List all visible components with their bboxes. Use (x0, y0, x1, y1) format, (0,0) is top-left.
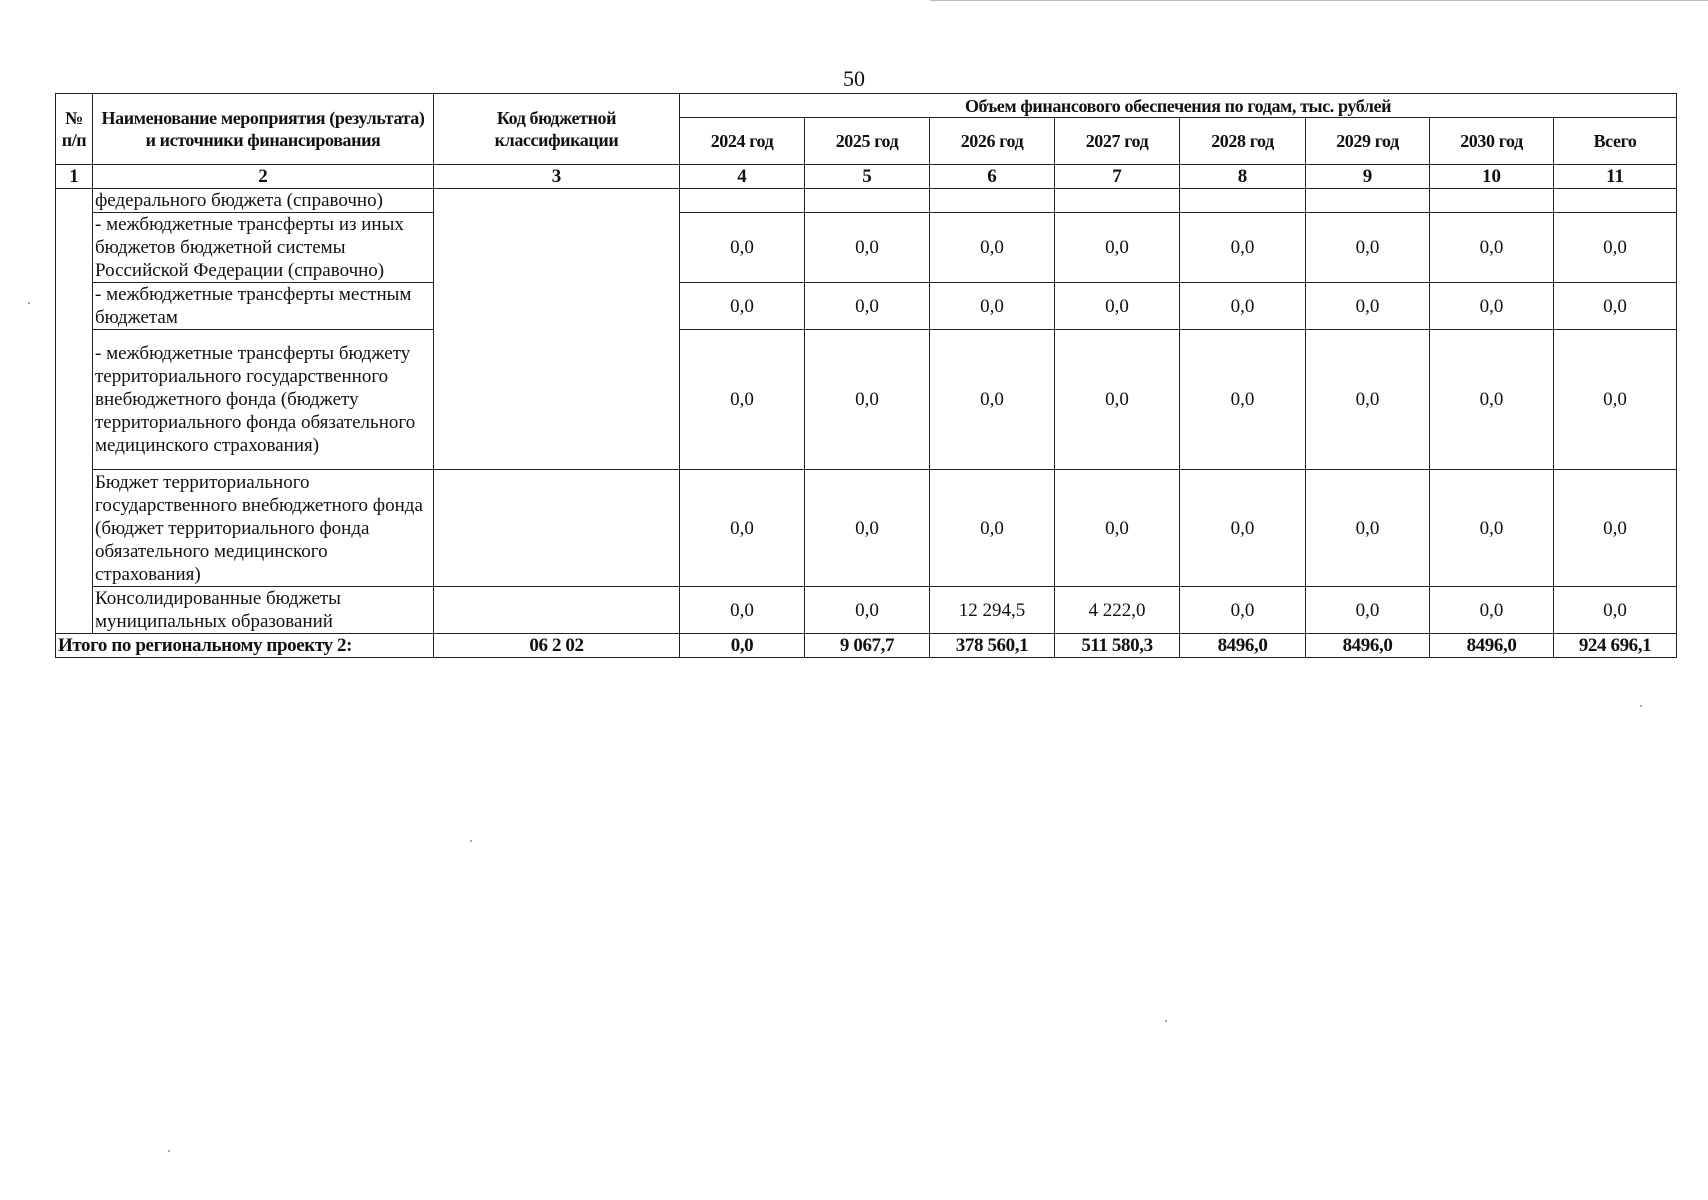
header-year-2029: 2029 год (1306, 118, 1430, 165)
table-row (56, 330, 1677, 470)
value-cell: 0,0 (1554, 470, 1677, 587)
value-cell: 0,0 (1430, 587, 1554, 634)
value-cell: 0,0 (1055, 330, 1180, 470)
funding-source-name: - межбюджетные трансферты бюджету территориального государственного внебюджетного фонда (бюджету территориального фонда обязательного медицинского страхования) (93, 330, 434, 470)
value-cell (1554, 189, 1677, 213)
total-value: 0,0 (680, 634, 805, 658)
value-cell: 0,0 (1180, 587, 1306, 634)
value-cell: 0,0 (1180, 330, 1306, 470)
value-cell: 0,0 (1180, 470, 1306, 587)
table-row (56, 213, 1677, 283)
header-year-2026: 2026 год (930, 118, 1055, 165)
value-cell: 0,0 (1306, 330, 1430, 470)
header-year-2025: 2025 год (805, 118, 930, 165)
value-cell: 0,0 (1306, 213, 1430, 283)
total-value: 8496,0 (1180, 634, 1306, 658)
column-number: 2 (93, 165, 434, 189)
total-value: 8496,0 (1430, 634, 1554, 658)
value-cell (930, 189, 1055, 213)
row-number-cell (56, 189, 93, 634)
header-funding-group: Объем финансового обеспечения по годам, тыс. рублей (680, 94, 1677, 118)
budget-code-cell (434, 189, 680, 470)
funding-source-name: Консолидированные бюджеты муниципальных образований (93, 587, 434, 634)
value-cell: 0,0 (1055, 470, 1180, 587)
scan-speck (28, 302, 30, 304)
scan-edge-line (930, 0, 1708, 3)
total-value: 9 067,7 (805, 634, 930, 658)
value-cell: 0,0 (805, 587, 930, 634)
header-budget-code: Код бюджетной классификации (434, 94, 680, 165)
value-cell: 0,0 (1554, 213, 1677, 283)
budget-code-cell (434, 470, 680, 587)
value-cell: 0,0 (930, 213, 1055, 283)
value-cell: 0,0 (1180, 283, 1306, 330)
header-event-name: Наименование мероприятия (результата) и источники финансирования (93, 94, 434, 165)
value-cell (805, 189, 930, 213)
header-row-number: № п/п (56, 94, 93, 165)
column-number: 3 (434, 165, 680, 189)
column-number: 5 (805, 165, 930, 189)
value-cell (1430, 189, 1554, 213)
value-cell: 0,0 (680, 283, 805, 330)
value-cell: 12 294,5 (930, 587, 1055, 634)
value-cell: 0,0 (1430, 470, 1554, 587)
total-budget-code: 06 2 02 (434, 634, 680, 658)
value-cell: 0,0 (1306, 470, 1430, 587)
value-cell: 0,0 (1430, 213, 1554, 283)
value-cell: 0,0 (805, 470, 930, 587)
total-value: 511 580,3 (1055, 634, 1180, 658)
total-value: 378 560,1 (930, 634, 1055, 658)
table-row (56, 470, 1677, 587)
table-row (56, 587, 1677, 634)
value-cell (1306, 189, 1430, 213)
value-cell: 0,0 (930, 470, 1055, 587)
column-number: 7 (1055, 165, 1180, 189)
total-row (56, 634, 1677, 658)
funding-source-name: - межбюджетные трансферты местным бюджетам (93, 283, 434, 330)
value-cell: 0,0 (805, 283, 930, 330)
value-cell: 0,0 (1554, 283, 1677, 330)
column-number: 11 (1554, 165, 1677, 189)
scan-speck (168, 1150, 170, 1152)
value-cell: 0,0 (1554, 330, 1677, 470)
total-value: 8496,0 (1306, 634, 1430, 658)
value-cell: 0,0 (805, 330, 930, 470)
table-row (56, 189, 1677, 213)
column-number: 6 (930, 165, 1055, 189)
column-number: 8 (1180, 165, 1306, 189)
value-cell: 0,0 (1180, 213, 1306, 283)
value-cell: 0,0 (1306, 283, 1430, 330)
header-year-2024: 2024 год (680, 118, 805, 165)
scan-speck (1640, 705, 1642, 707)
total-value: 924 696,1 (1554, 634, 1677, 658)
header-year-2030: 2030 год (1430, 118, 1554, 165)
value-cell (1180, 189, 1306, 213)
funding-source-name: федерального бюджета (справочно) (93, 189, 434, 213)
column-numbers-row (56, 165, 1677, 189)
value-cell: 0,0 (1055, 283, 1180, 330)
total-label: Итого по региональному проекту 2: (56, 634, 434, 658)
column-number: 9 (1306, 165, 1430, 189)
column-number: 10 (1430, 165, 1554, 189)
value-cell: 0,0 (1554, 587, 1677, 634)
value-cell: 0,0 (680, 470, 805, 587)
page-number: 50 (843, 66, 865, 91)
table-row (56, 283, 1677, 330)
header-year-2027: 2027 год (1055, 118, 1180, 165)
value-cell: 0,0 (1430, 330, 1554, 470)
funding-source-name: - межбюджетные трансферты из иных бюджетов бюджетной системы Российской Федерации (справочно) (93, 213, 434, 283)
value-cell: 0,0 (680, 587, 805, 634)
column-number: 1 (56, 165, 93, 189)
value-cell: 0,0 (1430, 283, 1554, 330)
header-year-2028: 2028 год (1180, 118, 1306, 165)
financing-table (55, 93, 1677, 658)
budget-code-cell (434, 587, 680, 634)
scan-speck (470, 840, 472, 842)
value-cell: 0,0 (930, 330, 1055, 470)
value-cell: 0,0 (930, 283, 1055, 330)
funding-source-name: Бюджет территориального государственного внебюджетного фонда (бюджет территориального фонда обязательного медицинского страхования) (93, 470, 434, 587)
value-cell: 0,0 (805, 213, 930, 283)
value-cell: 0,0 (680, 213, 805, 283)
value-cell: 0,0 (1055, 213, 1180, 283)
scan-speck (1165, 1020, 1167, 1022)
value-cell: 4 222,0 (1055, 587, 1180, 634)
value-cell: 0,0 (1306, 587, 1430, 634)
value-cell (680, 189, 805, 213)
value-cell (1055, 189, 1180, 213)
value-cell: 0,0 (680, 330, 805, 470)
header-total: Всего (1554, 118, 1677, 165)
column-number: 4 (680, 165, 805, 189)
